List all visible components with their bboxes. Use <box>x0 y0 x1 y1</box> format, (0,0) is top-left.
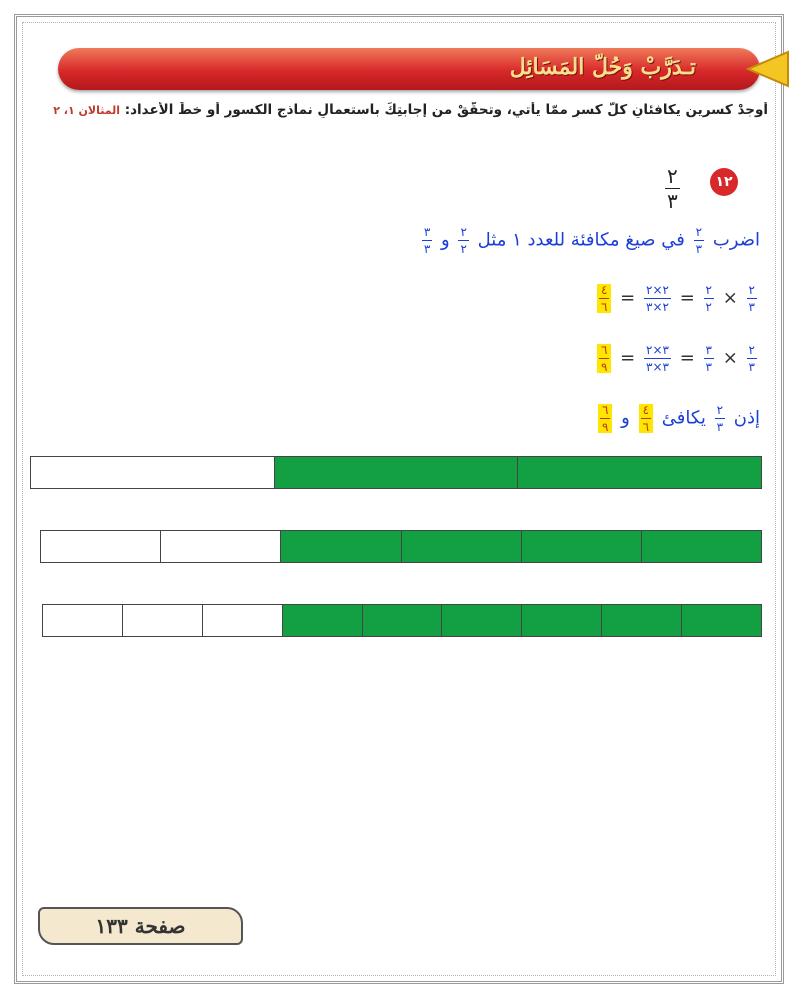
unshaded-part <box>31 457 275 488</box>
unshaded-part <box>123 605 203 636</box>
shaded-part <box>283 605 363 636</box>
section-banner <box>58 48 760 90</box>
equation-2: $\frac{٢}{٣}$ × $\frac{٣}{٣}$ = $\frac{٣\times ٢}{٣\times ٣}$ = $\frac{٦}{٩}$ <box>594 344 760 373</box>
conclusion-line: إذن $\frac{٢}{٣}$ يكافئ $\frac{٤}{٦}$ و $\frac{٦}{٩}$ <box>595 404 760 433</box>
example-reference: المثالان ١، ٢ <box>53 104 120 117</box>
shaded-part <box>363 605 443 636</box>
instructions <box>30 102 768 118</box>
result-4-6: $\frac{٤}{٦}$ <box>597 284 611 313</box>
problem-fraction: ٢ ٣ <box>667 164 678 213</box>
problem-number-badge: ١٢ <box>710 168 738 196</box>
section-title: تـدَرَّبْ وَحُلّ المَسَائِل <box>509 54 696 80</box>
shaded-part <box>518 457 761 488</box>
fraction-2-3: $\frac{٢}{٣}$ <box>695 225 703 256</box>
shaded-part <box>281 531 401 562</box>
unshaded-part <box>203 605 283 636</box>
page-number-label: صفحة ١٣٣ <box>38 907 243 945</box>
result-6-9: $\frac{٦}{٩}$ <box>597 344 611 373</box>
shaded-part <box>522 531 642 562</box>
shaded-part <box>682 605 761 636</box>
shaded-part <box>522 605 602 636</box>
fraction-bar-sixths <box>40 530 762 563</box>
equation-1: $\frac{٢}{٣}$ × $\frac{٢}{٢}$ = $\frac{٢\times ٢}{٢\times ٣}$ = $\frac{٤}{٦}$ <box>594 284 760 313</box>
fraction-3-3: $\frac{٣}{٣}$ <box>423 225 431 256</box>
shaded-part <box>602 605 682 636</box>
explanation-line-1: اضرب $\frac{٢}{٣}$ في صيغ مكافئة للعدد ١ مثل $\frac{٢}{٢}$ و $\frac{٣}{٣}$ <box>423 225 760 256</box>
page-border-inner <box>22 22 776 976</box>
shaded-part <box>275 457 519 488</box>
fraction-bar-ninths <box>42 604 762 637</box>
banner-arrow-icon <box>744 50 790 88</box>
shaded-part <box>642 531 761 562</box>
shaded-part <box>402 531 522 562</box>
fraction-bar-thirds <box>30 456 762 489</box>
unshaded-part <box>43 605 123 636</box>
fraction-2-2: $\frac{٢}{٢}$ <box>460 225 467 256</box>
shaded-part <box>442 605 522 636</box>
instructions-text: أوجدْ كسرينِ يكافئانِ كلَّ كسرٍ ممّا يأتي، وتحقّقْ من إجابتِكَ باستعمالِ نماذجِ الكسورِ أو خطِّ الأعداد: <box>124 102 768 118</box>
unshaded-part <box>161 531 281 562</box>
unshaded-part <box>41 531 161 562</box>
